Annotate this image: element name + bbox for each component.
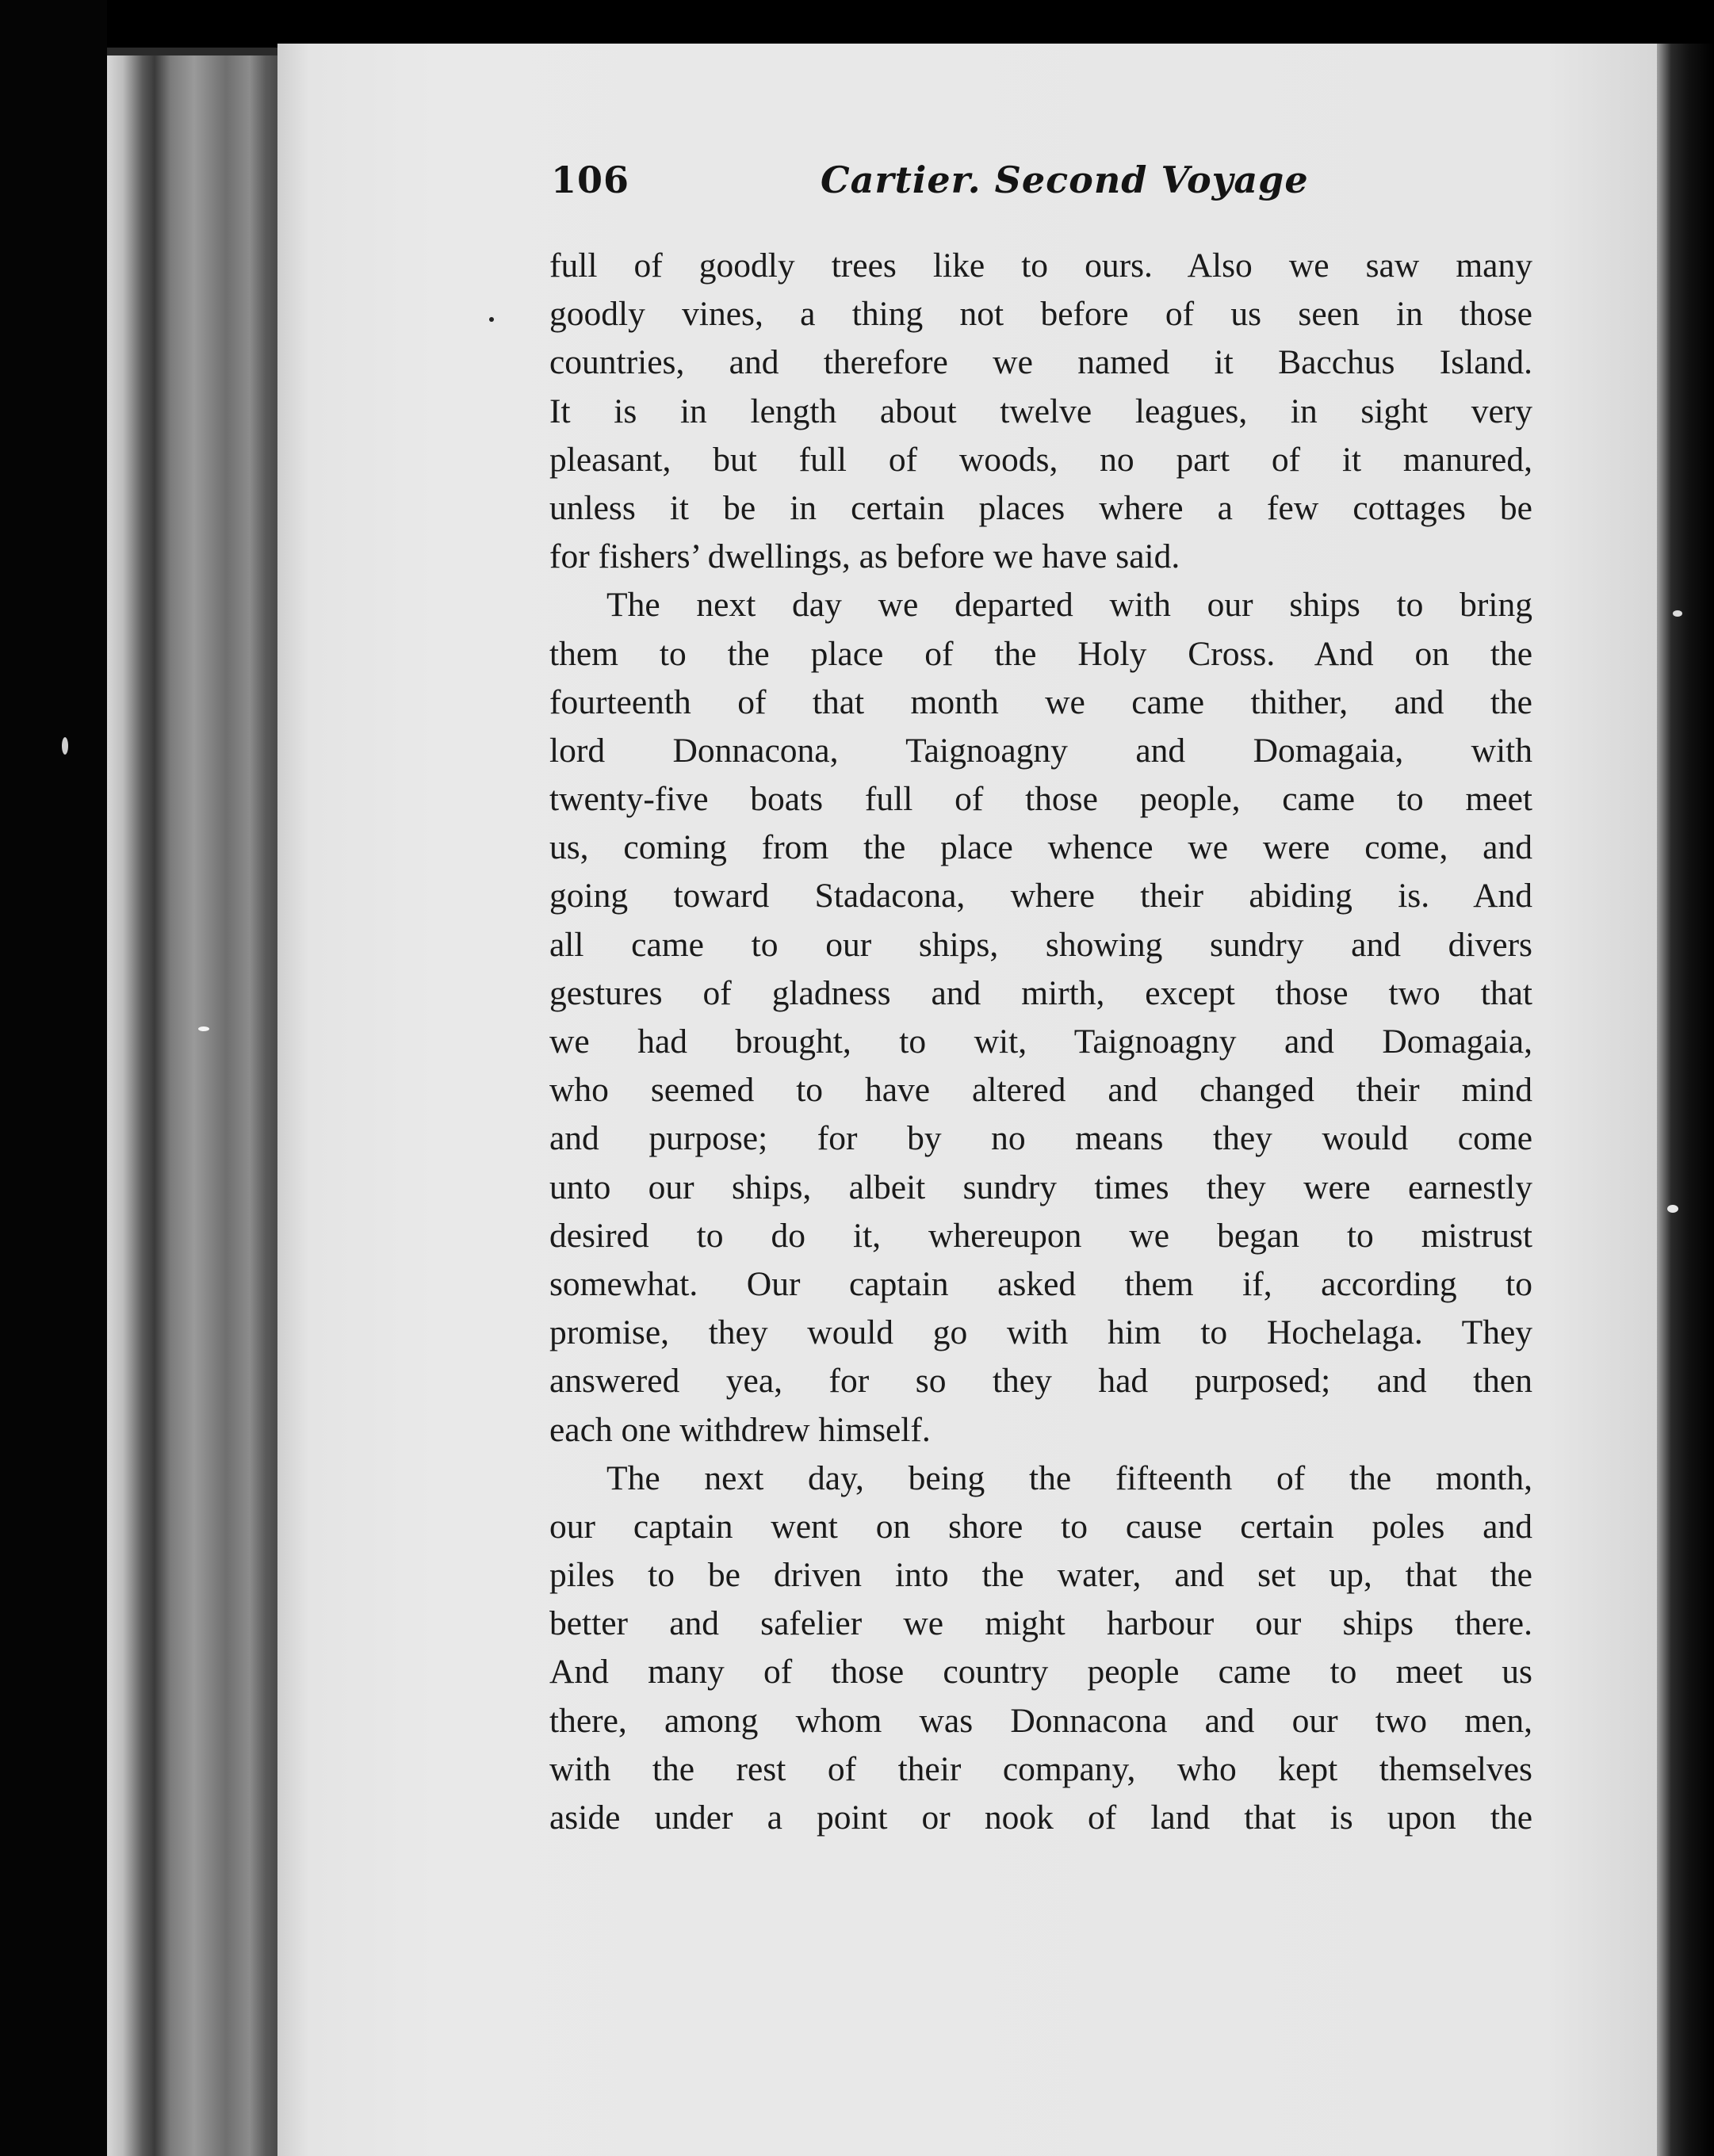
film-border-top — [0, 0, 1714, 48]
text-line: and purpose; for by no means they would come — [549, 1119, 1532, 1158]
text-line: goodly vines, a thing not before of us seen in those — [549, 295, 1532, 334]
text-line: unto our ships, albeit sundry times they were earnestly — [549, 1168, 1532, 1206]
page-number: 106 — [551, 159, 630, 201]
book-cover-edge — [1657, 44, 1714, 2156]
running-title: Cartier. Second Voyage — [821, 159, 1309, 201]
text-line: full of goodly trees like to ours. Also we saw many — [549, 247, 1532, 285]
text-line: pleasant, but full of woods, no part of it manured, — [549, 440, 1532, 479]
text-line: them to the place of the Holy Cross. And on the — [549, 634, 1532, 673]
text-line: lord Donnacona, Taignoagny and Domagaia, with — [549, 731, 1532, 770]
text-line: The next day we departed with our ships to bring — [606, 586, 1532, 625]
running-head — [551, 159, 1534, 222]
text-line: all came to our ships, showing sundry and divers — [549, 925, 1532, 964]
film-speck — [489, 317, 494, 322]
film-speck — [198, 1026, 209, 1031]
text-line: gestures of gladness and mirth, except those two that — [549, 973, 1532, 1012]
text-line: who seemed to have altered and changed their mind — [549, 1071, 1532, 1110]
text-line: piles to be driven into the water, and set up, that the — [549, 1556, 1532, 1595]
film-speck — [1667, 1205, 1678, 1213]
text-line: unless it be in certain places where a few cottages be — [549, 488, 1532, 527]
text-line: And many of those country people came to meet us — [549, 1653, 1532, 1692]
text-line: us, coming from the place whence we were come, and — [549, 828, 1532, 867]
text-line: there, among whom was Donnacona and our two men, — [549, 1701, 1532, 1740]
film-speck — [62, 737, 68, 755]
text-line: answered yea, for so they had purposed; and then — [549, 1362, 1532, 1401]
text-line: somewhat. Our captain asked them if, according to — [549, 1264, 1532, 1303]
text-line: going toward Stadacona, where their abiding is. And — [549, 877, 1532, 916]
film-border-left — [0, 0, 107, 2156]
page-edges — [107, 55, 277, 2156]
text-line: The next day, being the fifteenth of the month, — [606, 1458, 1532, 1497]
text-line: twenty-five boats full of those people, came to meet — [549, 780, 1532, 819]
text-line: each one withdrew himself. — [549, 1410, 931, 1449]
text-line: aside under a point or nook of land that is upon the — [549, 1799, 1532, 1837]
text-line: with the rest of their company, who kept themselves — [549, 1749, 1532, 1788]
text-line: we had brought, to wit, Taignoagny and Domagaia, — [549, 1023, 1532, 1061]
text-line: fourteenth of that month we came thither, and the — [549, 682, 1532, 721]
text-line: It is in length about twelve leagues, in sight very — [549, 392, 1532, 430]
text-line: desired to do it, whereupon we began to mistrust — [549, 1216, 1532, 1255]
film-speck — [1673, 610, 1682, 617]
text-line: countries, and therefore we named it Bacchus Island. — [549, 343, 1532, 382]
text-line: better and safelier we might harbour our ships there. — [549, 1604, 1532, 1643]
text-line: our captain went on shore to cause certain poles and — [549, 1507, 1532, 1546]
body-text — [549, 242, 1532, 1842]
text-line: promise, they would go with him to Hochelaga. They — [549, 1313, 1532, 1352]
text-line: for fishers’ dwellings, as before we have said. — [549, 537, 1180, 576]
